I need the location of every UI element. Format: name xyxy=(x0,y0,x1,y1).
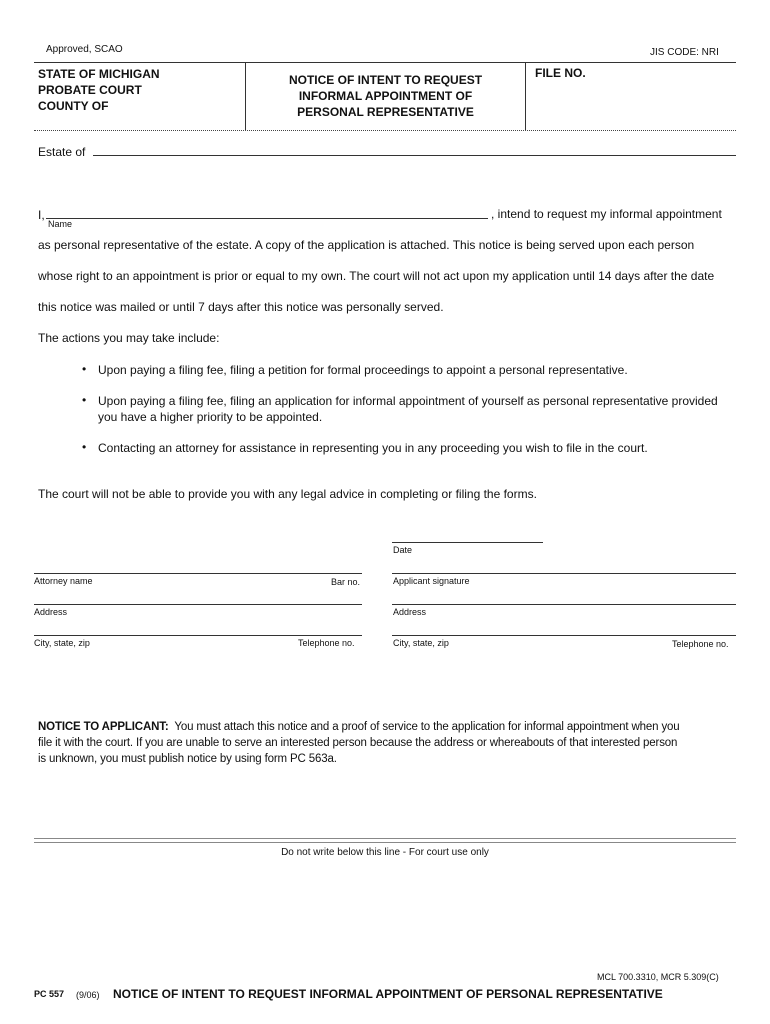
form-number: PC 557 xyxy=(34,989,65,999)
notice-text: is unknown, you must publish notice by using form PC 563a. xyxy=(38,753,337,765)
estate-field-line xyxy=(93,155,736,156)
action-text: Upon paying a filing fee, filing a petition for formal proceedings to appoint a personal representative. xyxy=(98,363,628,377)
address-left-caption: Address xyxy=(34,607,68,617)
header-bottom-rule xyxy=(34,130,736,131)
citation: MCL 700.3310, MCR 5.309(C) xyxy=(597,972,719,982)
bullet: • xyxy=(82,362,87,376)
bar-no-caption: Bar no. xyxy=(331,577,361,587)
name-caption: Name xyxy=(48,219,73,229)
date-line xyxy=(392,542,543,543)
attorney-name-field[interactable] xyxy=(34,558,362,572)
address-left-line xyxy=(34,604,362,605)
form-title-line: INFORMAL APPOINTMENT OF xyxy=(298,89,473,103)
file-no-label: FILE NO. xyxy=(535,66,586,80)
court-use-divider xyxy=(34,838,736,843)
address-right-line xyxy=(392,604,736,605)
attorney-line xyxy=(34,573,362,574)
bullet: • xyxy=(82,440,87,454)
applicant-signature-field[interactable] xyxy=(392,558,736,572)
city-left-caption: City, state, zip xyxy=(34,638,90,648)
intent-prefix: I, xyxy=(38,208,45,222)
applicant-signature-line xyxy=(392,573,736,574)
city-right-line xyxy=(392,635,736,636)
notice-text: You must attach this notice and a proof of service to the application for informal appointment when you xyxy=(168,721,680,733)
file-no-field[interactable] xyxy=(540,82,730,122)
intent-paragraph-line: whose right to an appointment is prior or equal to my own. The court will not act upon my application until 14 days after the date xyxy=(38,269,715,283)
address-right-field[interactable] xyxy=(392,589,736,603)
form-revision: (9/06) xyxy=(76,990,100,1000)
telephone-right-caption: Telephone no. xyxy=(672,639,729,649)
applicant-signature-caption: Applicant signature xyxy=(393,576,470,586)
jis-code-label: JIS CODE: NRI xyxy=(650,47,719,58)
notice-text: file it with the court. If you are unable to serve an interested person because the address or whereabouts of that interested person xyxy=(38,737,678,749)
action-text: Contacting an attorney for assistance in representing you in any proceeding you wish to file in the court. xyxy=(98,441,648,455)
form-title-line: PERSONAL REPRESENTATIVE xyxy=(297,105,474,119)
address-right-caption: Address xyxy=(393,607,427,617)
intent-paragraph-line: this notice was mailed or until 7 days after this notice was personally served. xyxy=(38,300,444,314)
bullet: • xyxy=(82,393,87,407)
court-block xyxy=(38,66,160,114)
no-advice-statement: The court will not be able to provide you with any legal advice in completing or filing the forms. xyxy=(38,487,537,501)
form-title-line: NOTICE OF INTENT TO REQUEST xyxy=(288,73,483,87)
court-state: STATE OF MICHIGAN xyxy=(38,67,160,81)
footer-title: NOTICE OF INTENT TO REQUEST INFORMAL APPOINTMENT OF PERSONAL REPRESENTATIVE xyxy=(113,987,663,1001)
action-text: Upon paying a filing fee, filing an application for informal appointment of yourself as personal representative provided xyxy=(98,394,718,408)
notice-to-applicant xyxy=(38,719,738,767)
header-divider-right xyxy=(525,62,526,130)
court-name: PROBATE COURT xyxy=(38,83,142,97)
court-use-label: Do not write below this line - For court use only xyxy=(281,847,489,858)
form-title-block xyxy=(246,72,525,120)
telephone-left-caption: Telephone no. xyxy=(298,638,355,648)
court-county: COUNTY OF xyxy=(38,99,109,113)
city-left-line xyxy=(34,635,362,636)
name-field[interactable] xyxy=(48,204,486,218)
notice-label: NOTICE TO APPLICANT: xyxy=(38,721,169,733)
estate-field[interactable] xyxy=(96,140,726,154)
attorney-name-caption: Attorney name xyxy=(34,576,93,586)
name-field-line xyxy=(46,218,488,219)
action-text: you have a higher priority to be appointed. xyxy=(98,410,323,424)
actions-intro: The actions you may take include: xyxy=(38,331,220,345)
intent-paragraph-line: as personal representative of the estate. A copy of the application is attached. This notice is being served upon each person xyxy=(38,238,695,252)
address-left-field[interactable] xyxy=(34,589,362,603)
intent-suffix: , intend to request my informal appointment xyxy=(491,207,722,221)
city-right-field[interactable] xyxy=(392,620,736,634)
approved-label: Approved, SCAO xyxy=(46,44,123,55)
header-top-rule xyxy=(34,62,736,63)
date-field[interactable] xyxy=(392,527,543,541)
estate-label: Estate of xyxy=(38,145,86,159)
city-right-caption: City, state, zip xyxy=(393,638,449,648)
city-left-field[interactable] xyxy=(34,620,362,634)
date-caption: Date xyxy=(393,545,413,555)
